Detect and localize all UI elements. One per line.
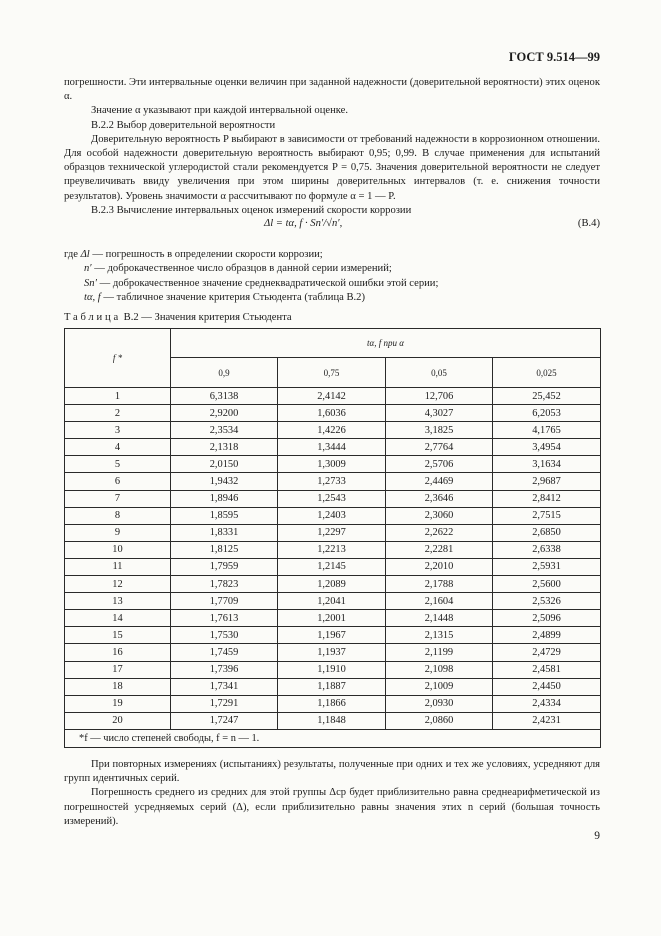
- cell-value: 1,7247: [171, 712, 278, 729]
- cell-value: 2,1199: [386, 644, 493, 661]
- cell-value: 1,3009: [278, 456, 386, 473]
- cell-value: 1,1887: [278, 678, 386, 695]
- cell-value: 1,8595: [171, 507, 278, 524]
- cell-value: 1,3444: [278, 439, 386, 456]
- cell-value: 2,4469: [386, 473, 493, 490]
- cell-value: 2,8412: [493, 490, 601, 507]
- where-text: — погрешность в определении скорости коррозии;: [92, 249, 323, 260]
- cell-value: 4,3027: [386, 405, 493, 422]
- header-alpha: 0,9: [171, 358, 278, 388]
- header-t-group: tα, f при α: [171, 329, 601, 358]
- cell-f: 20: [65, 712, 171, 729]
- where-item: [64, 262, 600, 276]
- where-item: [64, 248, 600, 262]
- cell-value: 1,1866: [278, 695, 386, 712]
- cell-value: 1,2213: [278, 541, 386, 558]
- cell-value: 1,7396: [171, 661, 278, 678]
- formula-expression: Δl = tα, f · Sn′/√n′,: [264, 218, 343, 229]
- table-row: [65, 388, 601, 405]
- cell-value: 2,1009: [386, 678, 493, 695]
- cell-value: 2,7515: [493, 507, 601, 524]
- table-row: [65, 558, 601, 575]
- cell-value: 2,0860: [386, 712, 493, 729]
- table-caption-text: В.2 — Значения критерия Стьюдента: [123, 312, 292, 323]
- table-row: [65, 712, 601, 729]
- section-heading-b22: В.2.2 Выбор доверительной вероятности: [91, 119, 276, 131]
- cell-value: 2,1318: [171, 439, 278, 456]
- cell-value: 1,2403: [278, 507, 386, 524]
- where-item: [64, 277, 600, 291]
- cell-value: 1,4226: [278, 422, 386, 439]
- cell-f: 2: [65, 405, 171, 422]
- cell-value: 3,1634: [493, 456, 601, 473]
- cell-value: 1,1937: [278, 644, 386, 661]
- cell-value: 1,7530: [171, 627, 278, 644]
- table-row: [65, 695, 601, 712]
- cell-value: 1,1910: [278, 661, 386, 678]
- table-row: [65, 541, 601, 558]
- cell-value: 1,7341: [171, 678, 278, 695]
- cell-value: 1,1967: [278, 627, 386, 644]
- table-caption: [64, 311, 600, 325]
- cell-value: 2,1098: [386, 661, 493, 678]
- cell-value: 6,3138: [171, 388, 278, 405]
- table-row: [65, 661, 601, 678]
- section-heading-b23: В.2.3 Вычисление интервальных оценок измерений скорости коррозии: [91, 204, 412, 216]
- table-footnote: *f — число степеней свободы, f = n — 1.: [65, 729, 601, 747]
- cell-f: 19: [65, 695, 171, 712]
- table-row: [65, 456, 601, 473]
- cell-f: 4: [65, 439, 171, 456]
- cell-value: 1,1848: [278, 712, 386, 729]
- cell-f: 6: [65, 473, 171, 490]
- cell-value: 2,5931: [493, 558, 601, 575]
- cell-value: 2,5096: [493, 610, 601, 627]
- cell-value: 3,1825: [386, 422, 493, 439]
- table-row: [65, 644, 601, 661]
- cell-f: 17: [65, 661, 171, 678]
- table-caption-prefix: Таблица: [64, 312, 121, 323]
- where-lead: где: [64, 249, 78, 260]
- cell-value: 2,2010: [386, 558, 493, 575]
- cell-value: 2,7764: [386, 439, 493, 456]
- cell-value: 2,3060: [386, 507, 493, 524]
- cell-value: 2,4142: [278, 388, 386, 405]
- cell-f: 9: [65, 524, 171, 541]
- cell-value: 2,0930: [386, 695, 493, 712]
- cell-value: 2,4581: [493, 661, 601, 678]
- where-text: — доброкачественное число образцов в данной серии измерений;: [94, 263, 392, 275]
- paragraph-alpha-note: Значение α указывают при каждой интервальной оценке.: [91, 105, 348, 117]
- table-row: [65, 473, 601, 490]
- where-symbol: Sn′: [84, 277, 97, 289]
- table-row: [65, 627, 601, 644]
- cell-value: 1,2733: [278, 473, 386, 490]
- header-alpha: 0,75: [278, 358, 386, 388]
- cell-value: 2,3646: [386, 490, 493, 507]
- paragraph-continuation: погрешности. Эти интервальные оценки величин при заданной надежности (доверительной вероятности) этих оценок α.: [64, 77, 600, 103]
- cell-value: 2,0150: [171, 456, 278, 473]
- closing-section: [64, 758, 600, 829]
- cell-value: 12,706: [386, 388, 493, 405]
- cell-value: 2,6338: [493, 541, 601, 558]
- cell-value: 2,1448: [386, 610, 493, 627]
- cell-value: 2,2622: [386, 524, 493, 541]
- table-row: [65, 405, 601, 422]
- cell-value: 3,4954: [493, 439, 601, 456]
- cell-value: 2,5706: [386, 456, 493, 473]
- cell-value: 1,2297: [278, 524, 386, 541]
- cell-value: 1,8331: [171, 524, 278, 541]
- table-row: [65, 576, 601, 593]
- table-row: [65, 422, 601, 439]
- cell-value: 2,4729: [493, 644, 601, 661]
- cell-f: 11: [65, 558, 171, 575]
- cell-value: 2,4450: [493, 678, 601, 695]
- where-list: [64, 248, 600, 306]
- where-symbol: n′: [84, 263, 92, 275]
- table-row: [65, 507, 601, 524]
- cell-f: 3: [65, 422, 171, 439]
- cell-value: 2,4899: [493, 627, 601, 644]
- paragraph-confidence: Доверительную вероятность P выбирают в зависимости от требований надежности в коррозионном отношении. Для особой надежности доверительную вероятность выбирают 0,95; 0,99. В случае применения для испытаний образцов технической углеродистой стали рекомендуется P = 0,75. Значения доверительной вероятности не следует преувеличивать ввиду увеличения при этом ширины доверительных интервалов (т. е. снижения точности результатов). Уровень значимости α рассчитывают по формуле α = 1 — P.: [64, 133, 600, 202]
- cell-value: 2,4334: [493, 695, 601, 712]
- table-row: [65, 490, 601, 507]
- header-f: f *: [65, 329, 171, 388]
- cell-value: 1,7613: [171, 610, 278, 627]
- cell-value: 2,5600: [493, 576, 601, 593]
- where-text: — табличное значение критерия Стьюдента (таблица В.2): [103, 292, 366, 304]
- cell-f: 5: [65, 456, 171, 473]
- cell-value: 1,2001: [278, 610, 386, 627]
- page-number: 9: [594, 830, 600, 842]
- cell-f: 14: [65, 610, 171, 627]
- cell-value: 2,6850: [493, 524, 601, 541]
- cell-value: 2,1604: [386, 593, 493, 610]
- paragraph-mean-error: Погрешность среднего из средних для этой группы Δср будет приблизительно равна среднеарифметической из погрешностей усредняемых серий (Δ), если приблизительно равны значения этих n серий (большая точность измерений).: [64, 787, 600, 827]
- cell-value: 2,9687: [493, 473, 601, 490]
- table-row: [65, 593, 601, 610]
- cell-value: 1,2543: [278, 490, 386, 507]
- cell-value: 4,1765: [493, 422, 601, 439]
- cell-value: 2,4231: [493, 712, 601, 729]
- cell-f: 13: [65, 593, 171, 610]
- cell-f: 8: [65, 507, 171, 524]
- cell-value: 2,9200: [171, 405, 278, 422]
- cell-value: 2,2281: [386, 541, 493, 558]
- cell-f: 10: [65, 541, 171, 558]
- table-row: [65, 439, 601, 456]
- student-criterion-table: [64, 328, 601, 748]
- table-body: [65, 388, 601, 730]
- cell-f: 15: [65, 627, 171, 644]
- cell-f: 7: [65, 490, 171, 507]
- cell-f: 16: [65, 644, 171, 661]
- cell-value: 1,2041: [278, 593, 386, 610]
- cell-value: 2,3534: [171, 422, 278, 439]
- cell-value: 2,1315: [386, 627, 493, 644]
- where-symbol: Δl: [80, 249, 90, 260]
- cell-value: 25,452: [493, 388, 601, 405]
- cell-value: 2,1788: [386, 576, 493, 593]
- intro-section: [64, 76, 600, 218]
- cell-value: 6,2053: [493, 405, 601, 422]
- cell-value: 1,7459: [171, 644, 278, 661]
- formula-number: (В.4): [577, 218, 600, 229]
- formula-b4: [64, 218, 600, 236]
- cell-f: 18: [65, 678, 171, 695]
- cell-f: 1: [65, 388, 171, 405]
- cell-value: 1,9432: [171, 473, 278, 490]
- table-row: [65, 678, 601, 695]
- cell-value: 1,2089: [278, 576, 386, 593]
- standard-header: ГОСТ 9.514—99: [508, 50, 600, 64]
- cell-value: 1,2145: [278, 558, 386, 575]
- where-symbol: tα, f: [84, 292, 101, 304]
- header-alpha: 0,025: [493, 358, 601, 388]
- cell-value: 1,7959: [171, 558, 278, 575]
- cell-value: 1,8125: [171, 541, 278, 558]
- cell-value: 1,8946: [171, 490, 278, 507]
- where-text: — доброкачественное значение среднеквадратической ошибки этой серии;: [99, 277, 439, 289]
- cell-value: 1,7291: [171, 695, 278, 712]
- where-item: [64, 291, 600, 305]
- cell-f: 12: [65, 576, 171, 593]
- header-alpha: 0,05: [386, 358, 493, 388]
- table-row: [65, 610, 601, 627]
- cell-value: 1,7823: [171, 576, 278, 593]
- cell-value: 1,6036: [278, 405, 386, 422]
- paragraph-repeated: При повторных измерениях (испытаниях) результаты, полученные при одних и тех же условиях, усредняют для групп идентичных серий.: [64, 759, 600, 785]
- cell-value: 1,7709: [171, 593, 278, 610]
- cell-value: 2,5326: [493, 593, 601, 610]
- table-row: [65, 524, 601, 541]
